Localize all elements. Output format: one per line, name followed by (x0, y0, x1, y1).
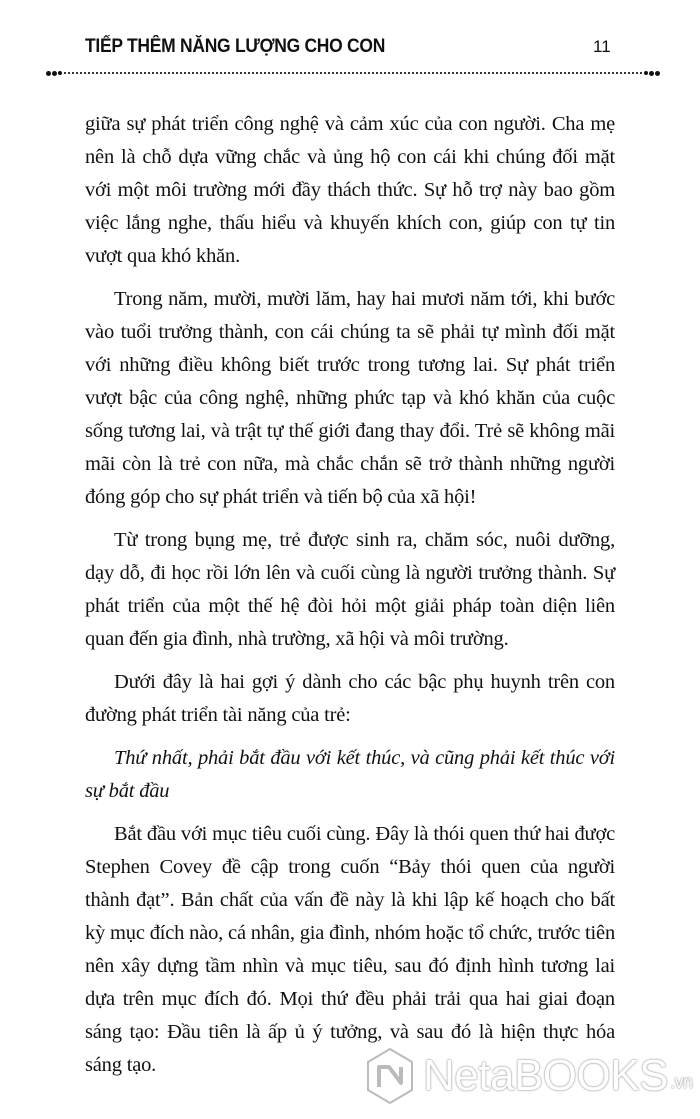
paragraph: Bắt đầu với mục tiêu cuối cùng. Đây là thói quen thứ hai được Stephen Covey đề cập trong cuốn “Bảy thói quen của người thành đạt”. Bản chất của vấn đề này là khi lập kế hoạch cho bất kỳ mục đích nào, cá nhân, gia đình, nhóm hoặc tổ chức, trước tiên nên xây dựng tầm nhìn và mục tiêu, sau đó định hình tương lai dựa trên mục đích đó. Mọi thứ đều phải trải qua hai giai đoạn sáng tạo: Đầu tiên là ấp ủ ý tưởng, và sau đó là hiện thực hóa sáng tạo. (85, 823, 615, 1076)
netabooks-hexagon-logo-icon (365, 1047, 415, 1105)
rule-right-ornament (644, 71, 660, 76)
paragraph-continued: giữa sự phát triển công nghệ và cảm xúc của con người. Cha mẹ nên là chỗ dựa vững chắc và ủng hộ con cái khi chúng đối mặt với một môi trường mới đầy thách thức. Sự hỗ trợ này bao gồm việc lắng nghe, thấu hiểu và khuyến khích con, giúp con tự tin vượt qua khó khăn. (85, 113, 615, 267)
dotted-line (64, 72, 642, 74)
paragraph: Trong năm, mười, mười lăm, hay hai mươi năm tới, khi bước vào tuổi trưởng thành, con cái chúng ta sẽ phải tự mình đối mặt với những điều không biết trước trong tương lai. Sự phát triển vượt bậc của công nghệ, những phức tạp và khó khăn của cuộc sống tương lai, và trật tự thế giới đang thay đổi. Trẻ sẽ không mãi mãi còn là trẻ con nữa, mà chắc chắn sẽ trở thành những người đóng góp cho sự phát triển và tiến bộ của xã hội! (85, 288, 615, 508)
paragraph: Dưới đây là hai gợi ý dành cho các bậc phụ huynh trên con đường phát triển tài năng của trẻ: (85, 671, 615, 726)
italic-subheading: Thứ nhất, phải bắt đầu với kết thúc, và cũng phải kết thúc với sự bắt đầu (85, 747, 615, 802)
page-number: 11 (593, 37, 611, 56)
netabooks-watermark (365, 1043, 692, 1109)
watermark-suffix: .vn (669, 1072, 693, 1092)
running-header (85, 32, 573, 62)
watermark-brand: NetaBOOKS (423, 1051, 668, 1100)
body-text (85, 108, 615, 1092)
rule-left-ornament (46, 71, 62, 76)
header-dotted-rule (46, 70, 660, 76)
paragraph: Từ trong bụng mẹ, trẻ được sinh ra, chăm sóc, nuôi dưỡng, dạy dỗ, đi học rồi lớn lên và cuối cùng là người trưởng thành. Sự phát triển của một thế hệ đòi hỏi một giải pháp toàn diện liên quan đến gia đình, nhà trường, xã hội và môi trường. (85, 529, 615, 650)
running-title: TIẾP THÊM NĂNG LƯỢNG CHO CON (85, 36, 386, 57)
